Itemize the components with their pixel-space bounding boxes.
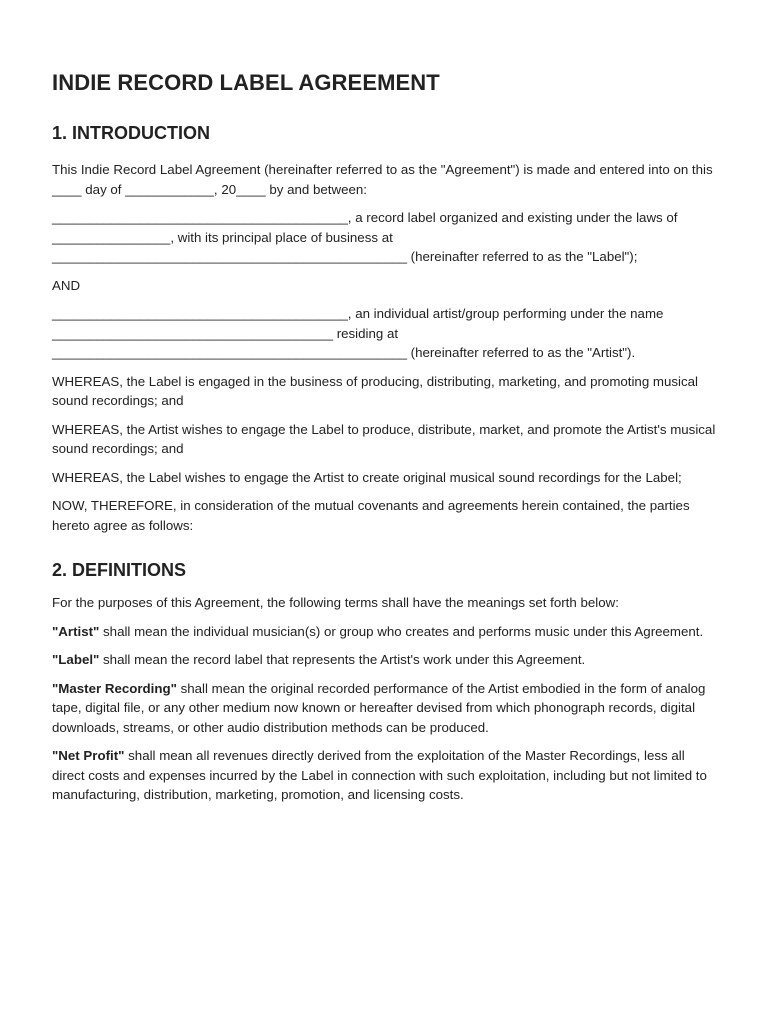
now-therefore-paragraph: NOW, THEREFORE, in consideration of the mutual covenants and agreements herein contained, the parties hereto agree as follows: <box>52 498 690 533</box>
definition-text: shall mean the record label that represents the Artist's work under this Agreement. <box>99 652 586 667</box>
definition-item <box>52 746 718 805</box>
whereas-paragraph: WHEREAS, the Label wishes to engage the Artist to create original musical sound recordings for the Label; <box>52 469 682 485</box>
and-paragraph: AND <box>52 277 81 293</box>
label-party-paragraph: ________________________________________, a record label organized and existing under the laws of ________________, with its principal place of business at ________________________________________________ (hereinafter referred to as the "Label"); <box>52 210 678 264</box>
document-title: INDIE RECORD LABEL AGREEMENT <box>52 70 440 95</box>
definition-term: "Label" <box>52 652 100 667</box>
whereas-paragraph: WHEREAS, the Artist wishes to engage the Label to produce, distribute, market, and promote the Artist's musical sound recordings; and <box>52 421 716 456</box>
definition-item <box>52 679 718 738</box>
section-heading-introduction: 1. INTRODUCTION <box>52 123 211 143</box>
definition-term: "Master Recording" <box>52 680 177 696</box>
definition-text: shall mean all revenues directly derived from the exploitation of the Master Recordings, less all direct costs and expenses incurred by the Label in connection with such exploitation, including but not limited to manufacturing, distribution, marketing, promotion, and licensing costs. <box>52 748 707 802</box>
definition-text: shall mean the individual musician(s) or group who creates and performs music under this Agreement. <box>99 623 704 639</box>
intro-paragraph: This Indie Record Label Agreement (hereinafter referred to as the "Agreement") is made and entered into on this ____ day of ____________, 20____ by and between: <box>52 162 713 197</box>
definitions-intro: For the purposes of this Agreement, the following terms shall have the meanings set forth below: <box>52 595 619 610</box>
definition-item <box>52 650 718 670</box>
definition-term: "Artist" <box>52 623 100 639</box>
definition-text: shall mean the original recorded performance of the Artist embodied in the form of analog tape, digital file, or any other medium now known or hereafter devised from which phonograph records, digital downloads, streams, or other audio distribution methods can be produced. <box>52 680 706 735</box>
definition-item <box>52 622 718 642</box>
definition-term: "Net Profit" <box>52 748 125 763</box>
whereas-paragraph: WHEREAS, the Label is engaged in the business of producing, distributing, marketing, and promoting musical sound recordings; and <box>52 373 698 408</box>
section-heading-definitions: 2. DEFINITIONS <box>52 560 187 580</box>
artist-party-paragraph: ________________________________________, an individual artist/group performing under the name ______________________________________ residing at ________________________________________________ (hereinafter referred to as the "Artist"). <box>52 306 664 360</box>
